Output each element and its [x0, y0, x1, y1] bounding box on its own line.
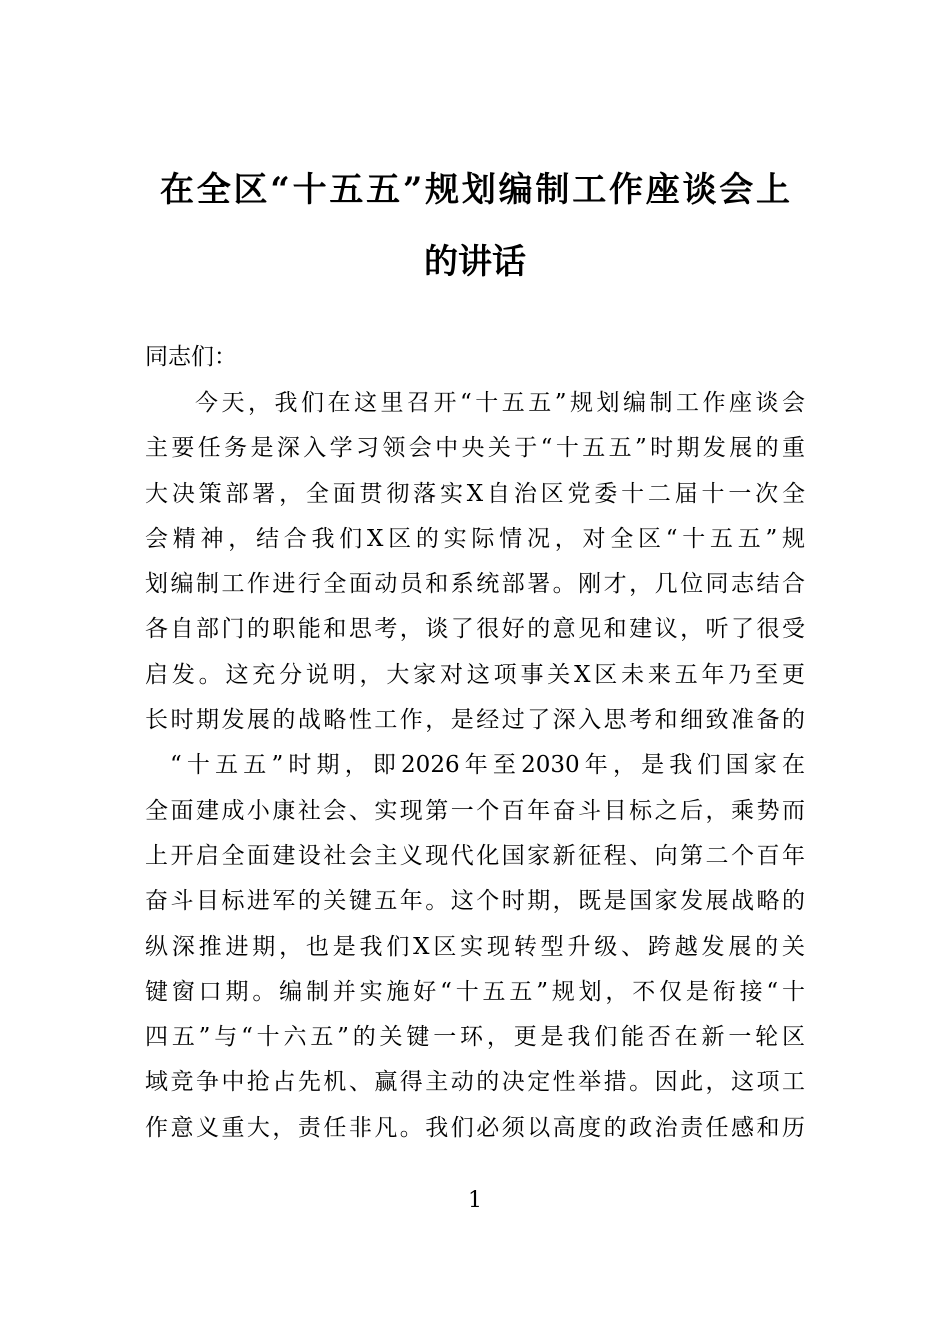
text-line: 划编制工作进行全面动员和系统部署。刚才，几位同志结合	[145, 571, 805, 598]
text-line: 大决策部署，全面贯彻落实X自治区党委十二届十一次全	[145, 480, 805, 507]
text-line: 今天，我们在这里召开“十五五”规划编制工作座谈会	[195, 390, 805, 416]
text-line: 各自部门的职能和思考，谈了很好的意见和建议，听了很受	[145, 616, 805, 643]
text-line: 纵深推进期，也是我们X区实现转型升级、跨越发展的关	[145, 933, 805, 960]
text-line: “十五五”时期，即2026年至2030年，是我们国家在	[170, 752, 805, 779]
document-title-line-1: 在全区“十五五”规划编制工作座谈会上	[160, 170, 790, 210]
body-text	[145, 386, 805, 1156]
text-line: 作意义重大，责任非凡。我们必须以高度的政治责任感和历	[145, 1114, 805, 1141]
greeting: 同志们：	[145, 344, 237, 370]
text-line: 全面建成小康社会、实现第一个百年奋斗目标之后，乘势而	[145, 797, 805, 824]
text-line: 四五”与“十六五”的关键一环，更是我们能否在新一轮区	[145, 1024, 805, 1051]
page-number: 1	[468, 1188, 482, 1213]
text-line: 启发。这充分说明，大家对这项事关X区未来五年乃至更	[145, 661, 805, 688]
text-line: 主要任务是深入学习领会中央关于“十五五”时期发展的重	[145, 435, 805, 462]
text-line: 上开启全面建设社会主义现代化国家新征程、向第二个百年	[145, 842, 805, 869]
text-line: 会精神，结合我们X区的实际情况，对全区“十五五”规	[145, 525, 805, 552]
text-line: 键窗口期。编制并实施好“十五五”规划，不仅是衔接“十	[145, 978, 805, 1005]
text-line: 域竞争中抢占先机、赢得主动的决定性举措。因此，这项工	[145, 1069, 805, 1096]
text-line: 长时期发展的战略性工作，是经过了深入思考和细致准备的	[145, 707, 805, 734]
text-line: 奋斗目标进军的关键五年。这个时期，既是国家发展战略的	[145, 888, 805, 915]
document-title-line-2: 的讲话	[424, 242, 526, 282]
